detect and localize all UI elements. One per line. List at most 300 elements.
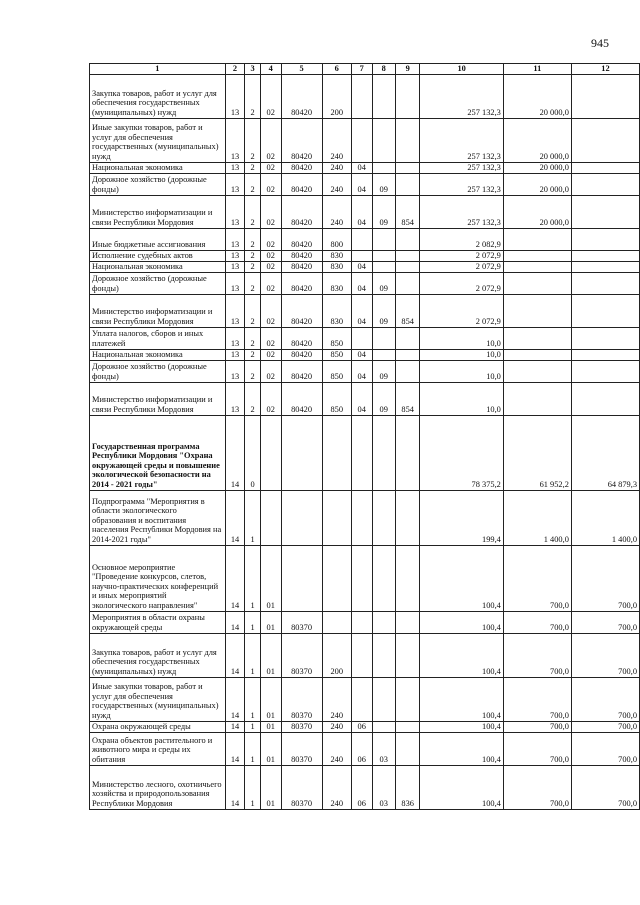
col-2-value: 13 xyxy=(225,349,245,360)
col-11-amount: 20 000,0 xyxy=(503,173,571,195)
col-6-value: 240 xyxy=(322,765,351,809)
col-12-amount: 700,0 xyxy=(571,721,639,732)
col-11-amount: 700,0 xyxy=(503,721,571,732)
col-2-value: 13 xyxy=(225,228,245,250)
col-3-value: 1 xyxy=(245,677,261,721)
col-8-value: 03 xyxy=(372,765,395,809)
col-3-value: 1 xyxy=(245,633,261,677)
col-9-value xyxy=(395,272,420,294)
col-12-amount xyxy=(571,118,639,162)
table-row xyxy=(90,633,640,677)
col-9-value xyxy=(395,261,420,272)
col-8-value: 09 xyxy=(372,272,395,294)
col-12-amount xyxy=(571,195,639,228)
row-name: Дорожное хозяйство (дорожные фонды) xyxy=(90,173,226,195)
col-7-value xyxy=(351,545,372,611)
col-7-value: 04 xyxy=(351,294,372,327)
col-7-value xyxy=(351,74,372,118)
col-10-amount: 2 072,9 xyxy=(420,261,503,272)
col-6-value: 200 xyxy=(322,633,351,677)
table-row xyxy=(90,118,640,162)
column-header: 4 xyxy=(260,64,281,75)
table-row xyxy=(90,545,640,611)
col-2-value: 14 xyxy=(225,633,245,677)
col-7-value xyxy=(351,250,372,261)
col-2-value: 13 xyxy=(225,261,245,272)
col-8-value xyxy=(372,250,395,261)
col-6-value: 850 xyxy=(322,382,351,415)
col-11-amount: 700,0 xyxy=(503,765,571,809)
col-3-value: 2 xyxy=(245,294,261,327)
col-3-value: 2 xyxy=(245,261,261,272)
col-12-amount: 1 400,0 xyxy=(571,490,639,545)
table-row xyxy=(90,74,640,118)
col-10-amount: 100,4 xyxy=(420,545,503,611)
col-3-value: 2 xyxy=(245,250,261,261)
col-8-value xyxy=(372,261,395,272)
col-2-value: 13 xyxy=(225,382,245,415)
col-10-amount: 100,4 xyxy=(420,721,503,732)
table-row xyxy=(90,228,640,250)
col-3-value: 1 xyxy=(245,765,261,809)
table-row xyxy=(90,732,640,765)
col-12-amount: 700,0 xyxy=(571,732,639,765)
col-7-value: 04 xyxy=(351,360,372,382)
col-5-value xyxy=(281,545,322,611)
col-4-value: 02 xyxy=(260,118,281,162)
col-7-value: 06 xyxy=(351,732,372,765)
col-3-value: 0 xyxy=(245,415,261,490)
col-2-value: 14 xyxy=(225,545,245,611)
col-12-amount xyxy=(571,382,639,415)
col-9-value: 854 xyxy=(395,294,420,327)
col-3-value: 2 xyxy=(245,327,261,349)
col-4-value: 02 xyxy=(260,173,281,195)
column-header: 11 xyxy=(503,64,571,75)
col-4-value: 02 xyxy=(260,360,281,382)
col-11-amount: 20 000,0 xyxy=(503,74,571,118)
col-7-value xyxy=(351,611,372,633)
col-5-value xyxy=(281,490,322,545)
col-11-amount: 700,0 xyxy=(503,732,571,765)
col-9-value xyxy=(395,250,420,261)
col-10-amount: 10,0 xyxy=(420,327,503,349)
row-name: Подпрограмма "Мероприятия в области экологического образования и воспитания населения Республики Мордовия на 2014-2021 годы" xyxy=(90,490,226,545)
col-4-value: 02 xyxy=(260,162,281,173)
col-11-amount xyxy=(503,349,571,360)
col-7-value xyxy=(351,490,372,545)
col-6-value: 800 xyxy=(322,228,351,250)
col-2-value: 13 xyxy=(225,74,245,118)
col-10-amount: 10,0 xyxy=(420,360,503,382)
col-11-amount xyxy=(503,228,571,250)
table-row xyxy=(90,250,640,261)
col-6-value: 240 xyxy=(322,173,351,195)
page-number: 945 xyxy=(591,36,609,50)
col-3-value: 2 xyxy=(245,162,261,173)
row-name: Министерство информатизации и связи Республики Мордовия xyxy=(90,294,226,327)
col-9-value xyxy=(395,545,420,611)
col-10-amount: 199,4 xyxy=(420,490,503,545)
table-row xyxy=(90,765,640,809)
col-7-value xyxy=(351,633,372,677)
col-7-value: 04 xyxy=(351,272,372,294)
col-6-value xyxy=(322,415,351,490)
table-row xyxy=(90,173,640,195)
col-2-value: 14 xyxy=(225,611,245,633)
col-3-value: 2 xyxy=(245,349,261,360)
col-8-value: 09 xyxy=(372,195,395,228)
col-6-value: 240 xyxy=(322,195,351,228)
col-10-amount: 10,0 xyxy=(420,349,503,360)
col-8-value: 09 xyxy=(372,360,395,382)
col-9-value xyxy=(395,490,420,545)
table-row xyxy=(90,349,640,360)
col-5-value: 80420 xyxy=(281,261,322,272)
col-8-value xyxy=(372,118,395,162)
col-9-value xyxy=(395,118,420,162)
col-5-value: 80370 xyxy=(281,633,322,677)
table-row xyxy=(90,294,640,327)
table-row xyxy=(90,272,640,294)
col-12-amount xyxy=(571,162,639,173)
col-6-value: 850 xyxy=(322,327,351,349)
col-8-value xyxy=(372,611,395,633)
col-6-value: 240 xyxy=(322,162,351,173)
col-7-value: 04 xyxy=(351,195,372,228)
col-12-amount: 700,0 xyxy=(571,765,639,809)
col-8-value xyxy=(372,327,395,349)
column-header: 7 xyxy=(351,64,372,75)
col-8-value xyxy=(372,721,395,732)
col-9-value: 854 xyxy=(395,195,420,228)
col-4-value: 01 xyxy=(260,677,281,721)
column-header: 9 xyxy=(395,64,420,75)
col-5-value: 80370 xyxy=(281,765,322,809)
col-6-value: 240 xyxy=(322,732,351,765)
col-3-value: 2 xyxy=(245,195,261,228)
column-header: 12 xyxy=(571,64,639,75)
col-6-value xyxy=(322,545,351,611)
col-3-value: 2 xyxy=(245,74,261,118)
row-name: Иные закупки товаров, работ и услуг для обеспечения государственных (муниципальных) нужд xyxy=(90,118,226,162)
col-4-value xyxy=(260,415,281,490)
col-7-value: 04 xyxy=(351,162,372,173)
col-4-value: 02 xyxy=(260,228,281,250)
table-row xyxy=(90,490,640,545)
col-10-amount: 10,0 xyxy=(420,382,503,415)
column-header: 3 xyxy=(245,64,261,75)
col-5-value: 80420 xyxy=(281,74,322,118)
row-name: Иные закупки товаров, работ и услуг для обеспечения государственных (муниципальных) нужд xyxy=(90,677,226,721)
col-10-amount: 2 072,9 xyxy=(420,294,503,327)
col-9-value xyxy=(395,611,420,633)
col-10-amount: 100,4 xyxy=(420,633,503,677)
col-8-value xyxy=(372,74,395,118)
col-8-value: 09 xyxy=(372,294,395,327)
col-12-amount: 64 879,3 xyxy=(571,415,639,490)
table-row xyxy=(90,611,640,633)
col-4-value: 02 xyxy=(260,294,281,327)
col-5-value: 80420 xyxy=(281,360,322,382)
col-10-amount: 257 132,3 xyxy=(420,173,503,195)
col-5-value: 80370 xyxy=(281,677,322,721)
col-3-value: 2 xyxy=(245,382,261,415)
col-11-amount: 20 000,0 xyxy=(503,195,571,228)
col-12-amount xyxy=(571,294,639,327)
table-row xyxy=(90,162,640,173)
col-7-value: 04 xyxy=(351,261,372,272)
table-row xyxy=(90,677,640,721)
col-6-value: 830 xyxy=(322,250,351,261)
col-7-value xyxy=(351,327,372,349)
col-4-value: 02 xyxy=(260,349,281,360)
budget-table xyxy=(89,63,640,810)
col-12-amount xyxy=(571,327,639,349)
col-7-value: 04 xyxy=(351,349,372,360)
col-6-value: 850 xyxy=(322,349,351,360)
col-4-value: 02 xyxy=(260,261,281,272)
col-7-value: 06 xyxy=(351,721,372,732)
col-2-value: 14 xyxy=(225,677,245,721)
col-2-value: 13 xyxy=(225,173,245,195)
col-11-amount xyxy=(503,382,571,415)
col-10-amount: 2 072,9 xyxy=(420,250,503,261)
row-name: Дорожное хозяйство (дорожные фонды) xyxy=(90,360,226,382)
row-name: Иные бюджетные ассигнования xyxy=(90,228,226,250)
col-3-value: 2 xyxy=(245,173,261,195)
row-name: Охрана объектов растительного и животного мира и среды их обитания xyxy=(90,732,226,765)
col-4-value: 02 xyxy=(260,195,281,228)
col-12-amount xyxy=(571,360,639,382)
col-5-value: 80420 xyxy=(281,272,322,294)
col-2-value: 13 xyxy=(225,250,245,261)
col-10-amount: 100,4 xyxy=(420,765,503,809)
col-5-value xyxy=(281,415,322,490)
col-5-value: 80420 xyxy=(281,173,322,195)
col-8-value xyxy=(372,490,395,545)
col-12-amount: 700,0 xyxy=(571,677,639,721)
row-name: Министерство лесного, охотничьего хозяйства и природопользования Республики Мордовия xyxy=(90,765,226,809)
row-name: Закупка товаров, работ и услуг для обеспечения государственных (муниципальных) нужд xyxy=(90,74,226,118)
col-11-amount xyxy=(503,360,571,382)
col-11-amount: 20 000,0 xyxy=(503,162,571,173)
row-name: Дорожное хозяйство (дорожные фонды) xyxy=(90,272,226,294)
col-10-amount: 257 132,3 xyxy=(420,118,503,162)
col-4-value: 01 xyxy=(260,545,281,611)
col-8-value: 09 xyxy=(372,382,395,415)
row-name: Закупка товаров, работ и услуг для обеспечения государственных (муниципальных) нужд xyxy=(90,633,226,677)
col-8-value xyxy=(372,677,395,721)
header-row xyxy=(90,64,640,75)
col-2-value: 13 xyxy=(225,118,245,162)
col-2-value: 14 xyxy=(225,721,245,732)
table-row xyxy=(90,382,640,415)
col-6-value: 240 xyxy=(322,677,351,721)
col-4-value: 02 xyxy=(260,272,281,294)
col-4-value: 02 xyxy=(260,74,281,118)
col-6-value xyxy=(322,490,351,545)
col-6-value xyxy=(322,611,351,633)
col-12-amount xyxy=(571,261,639,272)
table-row xyxy=(90,415,640,490)
column-header: 6 xyxy=(322,64,351,75)
col-11-amount: 61 952,2 xyxy=(503,415,571,490)
col-8-value xyxy=(372,162,395,173)
col-4-value: 02 xyxy=(260,382,281,415)
col-12-amount xyxy=(571,272,639,294)
col-3-value: 2 xyxy=(245,360,261,382)
col-3-value: 2 xyxy=(245,118,261,162)
col-2-value: 13 xyxy=(225,272,245,294)
col-9-value xyxy=(395,74,420,118)
row-name: Министерство информатизации и связи Республики Мордовия xyxy=(90,195,226,228)
col-7-value xyxy=(351,118,372,162)
row-name: Мероприятия в области охраны окружающей среды xyxy=(90,611,226,633)
col-10-amount: 257 132,3 xyxy=(420,162,503,173)
col-3-value: 1 xyxy=(245,611,261,633)
col-4-value: 01 xyxy=(260,611,281,633)
row-name: Национальная экономика xyxy=(90,349,226,360)
col-10-amount: 78 375,2 xyxy=(420,415,503,490)
column-header: 2 xyxy=(225,64,245,75)
col-9-value xyxy=(395,360,420,382)
col-11-amount: 700,0 xyxy=(503,545,571,611)
col-10-amount: 100,4 xyxy=(420,677,503,721)
col-11-amount: 700,0 xyxy=(503,611,571,633)
col-2-value: 13 xyxy=(225,327,245,349)
col-2-value: 13 xyxy=(225,360,245,382)
col-6-value: 200 xyxy=(322,74,351,118)
col-4-value: 01 xyxy=(260,765,281,809)
col-2-value: 14 xyxy=(225,490,245,545)
col-12-amount: 700,0 xyxy=(571,611,639,633)
col-3-value: 1 xyxy=(245,490,261,545)
col-5-value: 80420 xyxy=(281,195,322,228)
row-name: Исполнение судебных актов xyxy=(90,250,226,261)
col-12-amount xyxy=(571,250,639,261)
column-header: 10 xyxy=(420,64,503,75)
col-5-value: 80370 xyxy=(281,721,322,732)
col-7-value xyxy=(351,677,372,721)
col-9-value xyxy=(395,732,420,765)
row-name: Национальная экономика xyxy=(90,261,226,272)
col-8-value: 09 xyxy=(372,173,395,195)
col-9-value xyxy=(395,162,420,173)
col-2-value: 14 xyxy=(225,732,245,765)
col-9-value xyxy=(395,721,420,732)
table-body xyxy=(90,64,640,810)
col-8-value xyxy=(372,349,395,360)
col-5-value: 80420 xyxy=(281,294,322,327)
col-9-value xyxy=(395,173,420,195)
col-6-value: 830 xyxy=(322,272,351,294)
col-9-value: 854 xyxy=(395,382,420,415)
col-5-value: 80420 xyxy=(281,349,322,360)
col-5-value: 80420 xyxy=(281,382,322,415)
col-7-value xyxy=(351,415,372,490)
col-8-value: 03 xyxy=(372,732,395,765)
col-12-amount: 700,0 xyxy=(571,633,639,677)
col-12-amount xyxy=(571,173,639,195)
col-7-value xyxy=(351,228,372,250)
col-8-value xyxy=(372,633,395,677)
col-5-value: 80420 xyxy=(281,327,322,349)
table-row xyxy=(90,261,640,272)
col-11-amount: 20 000,0 xyxy=(503,118,571,162)
col-6-value: 240 xyxy=(322,118,351,162)
col-12-amount: 700,0 xyxy=(571,545,639,611)
col-8-value xyxy=(372,228,395,250)
col-10-amount: 2 072,9 xyxy=(420,272,503,294)
col-9-value xyxy=(395,327,420,349)
col-11-amount xyxy=(503,327,571,349)
col-9-value xyxy=(395,415,420,490)
col-9-value xyxy=(395,228,420,250)
column-header: 1 xyxy=(90,64,226,75)
table-row xyxy=(90,360,640,382)
col-3-value: 2 xyxy=(245,272,261,294)
column-header: 5 xyxy=(281,64,322,75)
col-5-value: 80420 xyxy=(281,118,322,162)
col-8-value xyxy=(372,415,395,490)
col-4-value: 01 xyxy=(260,633,281,677)
col-4-value: 01 xyxy=(260,732,281,765)
col-2-value: 13 xyxy=(225,195,245,228)
col-11-amount: 1 400,0 xyxy=(503,490,571,545)
col-11-amount: 700,0 xyxy=(503,633,571,677)
col-9-value xyxy=(395,677,420,721)
col-11-amount xyxy=(503,294,571,327)
row-name: Государственная программа Республики Мордовия "Охрана окружающей среды и повышение экологической безопасности на 2014 - 2021 годы" xyxy=(90,415,226,490)
col-4-value: 02 xyxy=(260,250,281,261)
col-9-value: 836 xyxy=(395,765,420,809)
col-3-value: 1 xyxy=(245,721,261,732)
col-10-amount: 100,4 xyxy=(420,611,503,633)
col-3-value: 1 xyxy=(245,732,261,765)
table-row xyxy=(90,721,640,732)
row-name: Министерство информатизации и связи Республики Мордовия xyxy=(90,382,226,415)
row-name: Национальная экономика xyxy=(90,162,226,173)
col-10-amount: 2 082,9 xyxy=(420,228,503,250)
table-row xyxy=(90,195,640,228)
col-7-value: 04 xyxy=(351,382,372,415)
col-12-amount xyxy=(571,74,639,118)
col-4-value xyxy=(260,490,281,545)
col-11-amount xyxy=(503,261,571,272)
col-6-value: 830 xyxy=(322,294,351,327)
col-3-value: 1 xyxy=(245,545,261,611)
col-6-value: 240 xyxy=(322,721,351,732)
row-name: Основное мероприятие "Проведение конкурсов, слетов, научно-практических конференций и иных мероприятий экологического направления" xyxy=(90,545,226,611)
col-2-value: 13 xyxy=(225,294,245,327)
col-5-value: 80420 xyxy=(281,162,322,173)
table-row xyxy=(90,327,640,349)
col-4-value: 01 xyxy=(260,721,281,732)
column-header: 8 xyxy=(372,64,395,75)
col-10-amount: 100,4 xyxy=(420,732,503,765)
col-6-value: 850 xyxy=(322,360,351,382)
col-2-value: 14 xyxy=(225,415,245,490)
col-5-value: 80420 xyxy=(281,228,322,250)
col-11-amount xyxy=(503,250,571,261)
row-name: Уплата налогов, сборов и иных платежей xyxy=(90,327,226,349)
col-7-value: 06 xyxy=(351,765,372,809)
col-10-amount: 257 132,3 xyxy=(420,195,503,228)
col-4-value: 02 xyxy=(260,327,281,349)
col-11-amount xyxy=(503,272,571,294)
col-6-value: 830 xyxy=(322,261,351,272)
